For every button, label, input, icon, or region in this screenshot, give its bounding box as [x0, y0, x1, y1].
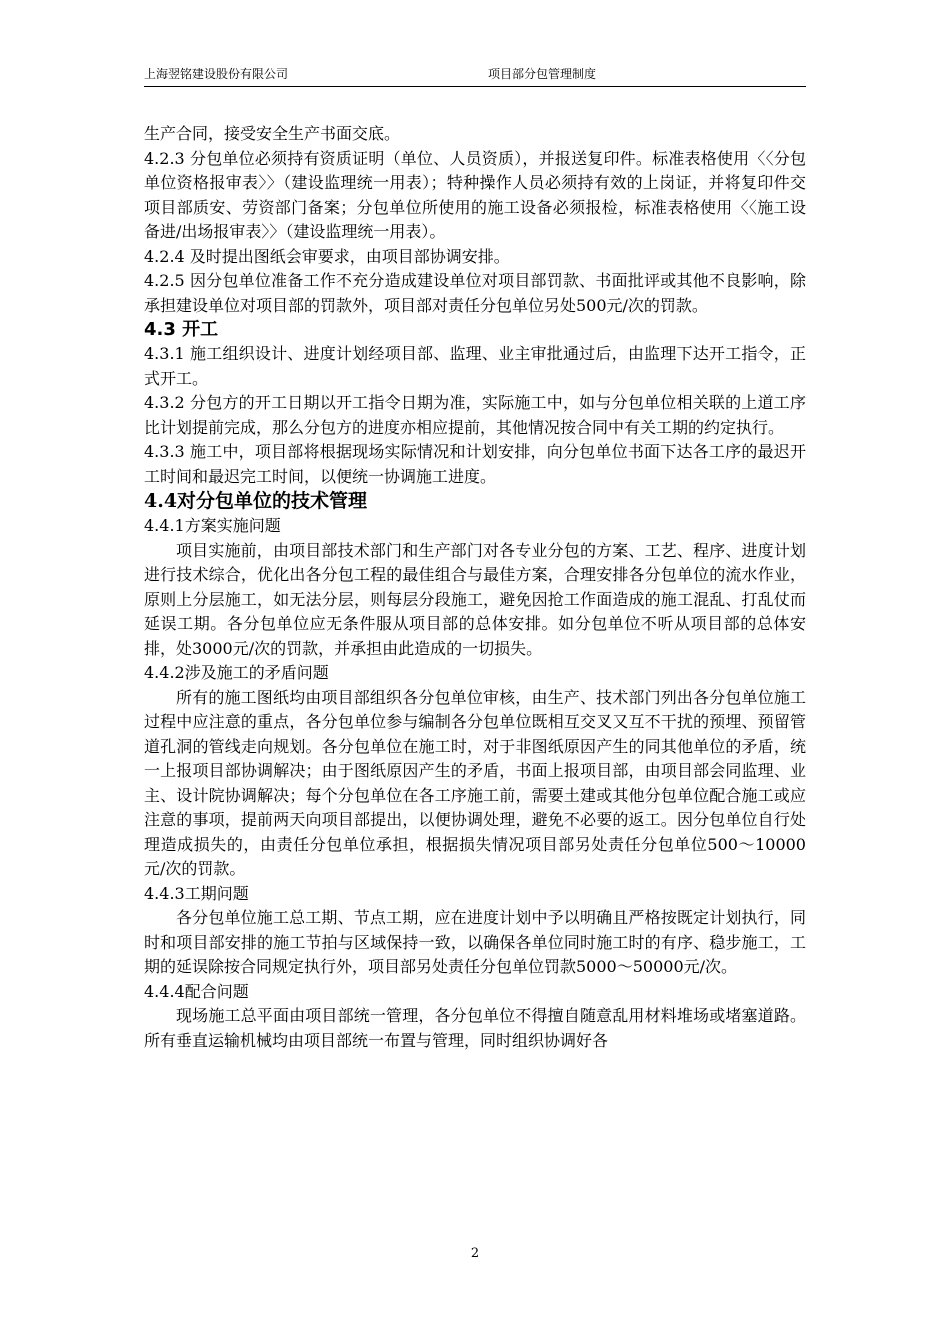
paragraph-continuation: 生产合同，接受安全生产书面交底。 — [144, 124, 401, 143]
clause-4-3-2: 4.3.2 分包方的开工日期以开工指令日期为准，实际施工中，如与分包单位相关联的上道工序比计划提前完成，那么分包方的进度亦相应提前，其他情况按合同中有关工期的约定执行。 — [144, 393, 806, 437]
paragraph-4-4-4: 现场施工总平面由项目部统一管理，各分包单位不得擅自随意乱用材料堆场或堵塞道路。所有垂直运输机械均由项目部统一布置与管理，同时组织协调好各 — [144, 1006, 806, 1050]
clause-4-3-3: 4.3.3 施工中，项目部将根据现场实际情况和计划安排，向分包单位书面下达各工序的最迟开工时间和最迟完工时间，以便统一协调施工进度。 — [144, 442, 806, 486]
subheading-4-4-4: 4.4.4配合问题 — [144, 981, 249, 1001]
section-heading-4-3: 4.3 开工 — [144, 319, 219, 340]
clause-4-2-4: 4.2.4 及时提出图纸会审要求，由项目部协调安排。 — [144, 246, 510, 266]
page-header — [144, 64, 806, 87]
document-title: 项目部分包管理制度 — [488, 67, 597, 81]
company-name: 上海翌铭建设股份有限公司 — [144, 67, 289, 81]
paragraph-4-4-1: 项目实施前，由项目部技术部门和生产部门对各专业分包的方案、工艺、程序、进度计划进行技术综合，优化出各分包工程的最佳组合与最佳方案，合理安排各分包单位的流水作业，原则上分层施工，如无法分层，则每层分段施工，避免因抢工作面造成的施工混乱、打乱仗而延误工期。各分包单位应无条件服从项目部的总体安排。如分包单位不听从项目部的总体安排，处3000元/次的罚款，并承担由此造成的一切损失。 — [144, 540, 806, 658]
subheading-4-4-1: 4.4.1方案实施问题 — [144, 516, 281, 535]
document-body — [144, 122, 806, 1053]
paragraph-4-4-3: 各分包单位施工总工期、节点工期，应在进度计划中予以明确且严格按既定计划执行，同时和项目部安排的施工节拍与区域保持一致，以确保各单位同时施工时的有序、稳步施工，工期的延误除按合同规定执行外，项目部另处责任分包单位罚款5000～50000元/次。 — [144, 908, 806, 976]
paragraph-4-4-2: 所有的施工图纸均由项目部组织各分包单位审核，由生产、技术部门列出各分包单位施工过程中应注意的重点，各分包单位参与编制各分包单位既相互交叉又互不干扰的预埋、预留管道孔洞的管线走向规划。各分包单位在施工时，对于非图纸原因产生的同其他单位的矛盾，统一上报项目部协调解决；由于图纸原因产生的矛盾，书面上报项目部，由项目部会同监理、业主、设计院协调解决；每个分包单位在各工序施工前，需要土建或其他分包单位配合施工或应注意的事项，提前两天向项目部提出，以便协调处理，避免不必要的返工。因分包单位自行处理造成损失的，由责任分包单位承担，根据损失情况项目部另处责任分包单位500～10000元/次的罚款。 — [144, 687, 806, 878]
page-number: 2 — [470, 1246, 480, 1261]
subheading-4-4-3: 4.4.3工期问题 — [144, 883, 249, 903]
subheading-4-4-2: 4.4.2涉及施工的矛盾问题 — [144, 663, 329, 682]
clause-4-3-1: 4.3.1 施工组织设计、进度计划经项目部、监理、业主审批通过后，由监理下达开工指令，正式开工。 — [144, 344, 806, 388]
clause-4-2-5: 4.2.5 因分包单位准备工作不充分造成建设单位对项目部罚款、书面批评或其他不良影响，除承担建设单位对项目部的罚款外，项目部对责任分包单位另处500元/次的罚款。 — [144, 271, 806, 315]
section-heading-4-4: 4.4对分包单位的技术管理 — [144, 490, 368, 512]
clause-4-2-3: 4.2.3 分包单位必须持有资质证明（单位、人员资质），并报送复印件。标准表格使用〈〈分包单位资格报审表〉〉（建设监理统一用表）；特种操作人员必须持有效的上岗证，并将复印件交项目部质安、劳资部门备案；分包单位所使用的施工设备必须报检，标准表格使用〈〈施工设备进/出场报审表〉〉（建设监理统一用表）。 — [144, 148, 806, 241]
